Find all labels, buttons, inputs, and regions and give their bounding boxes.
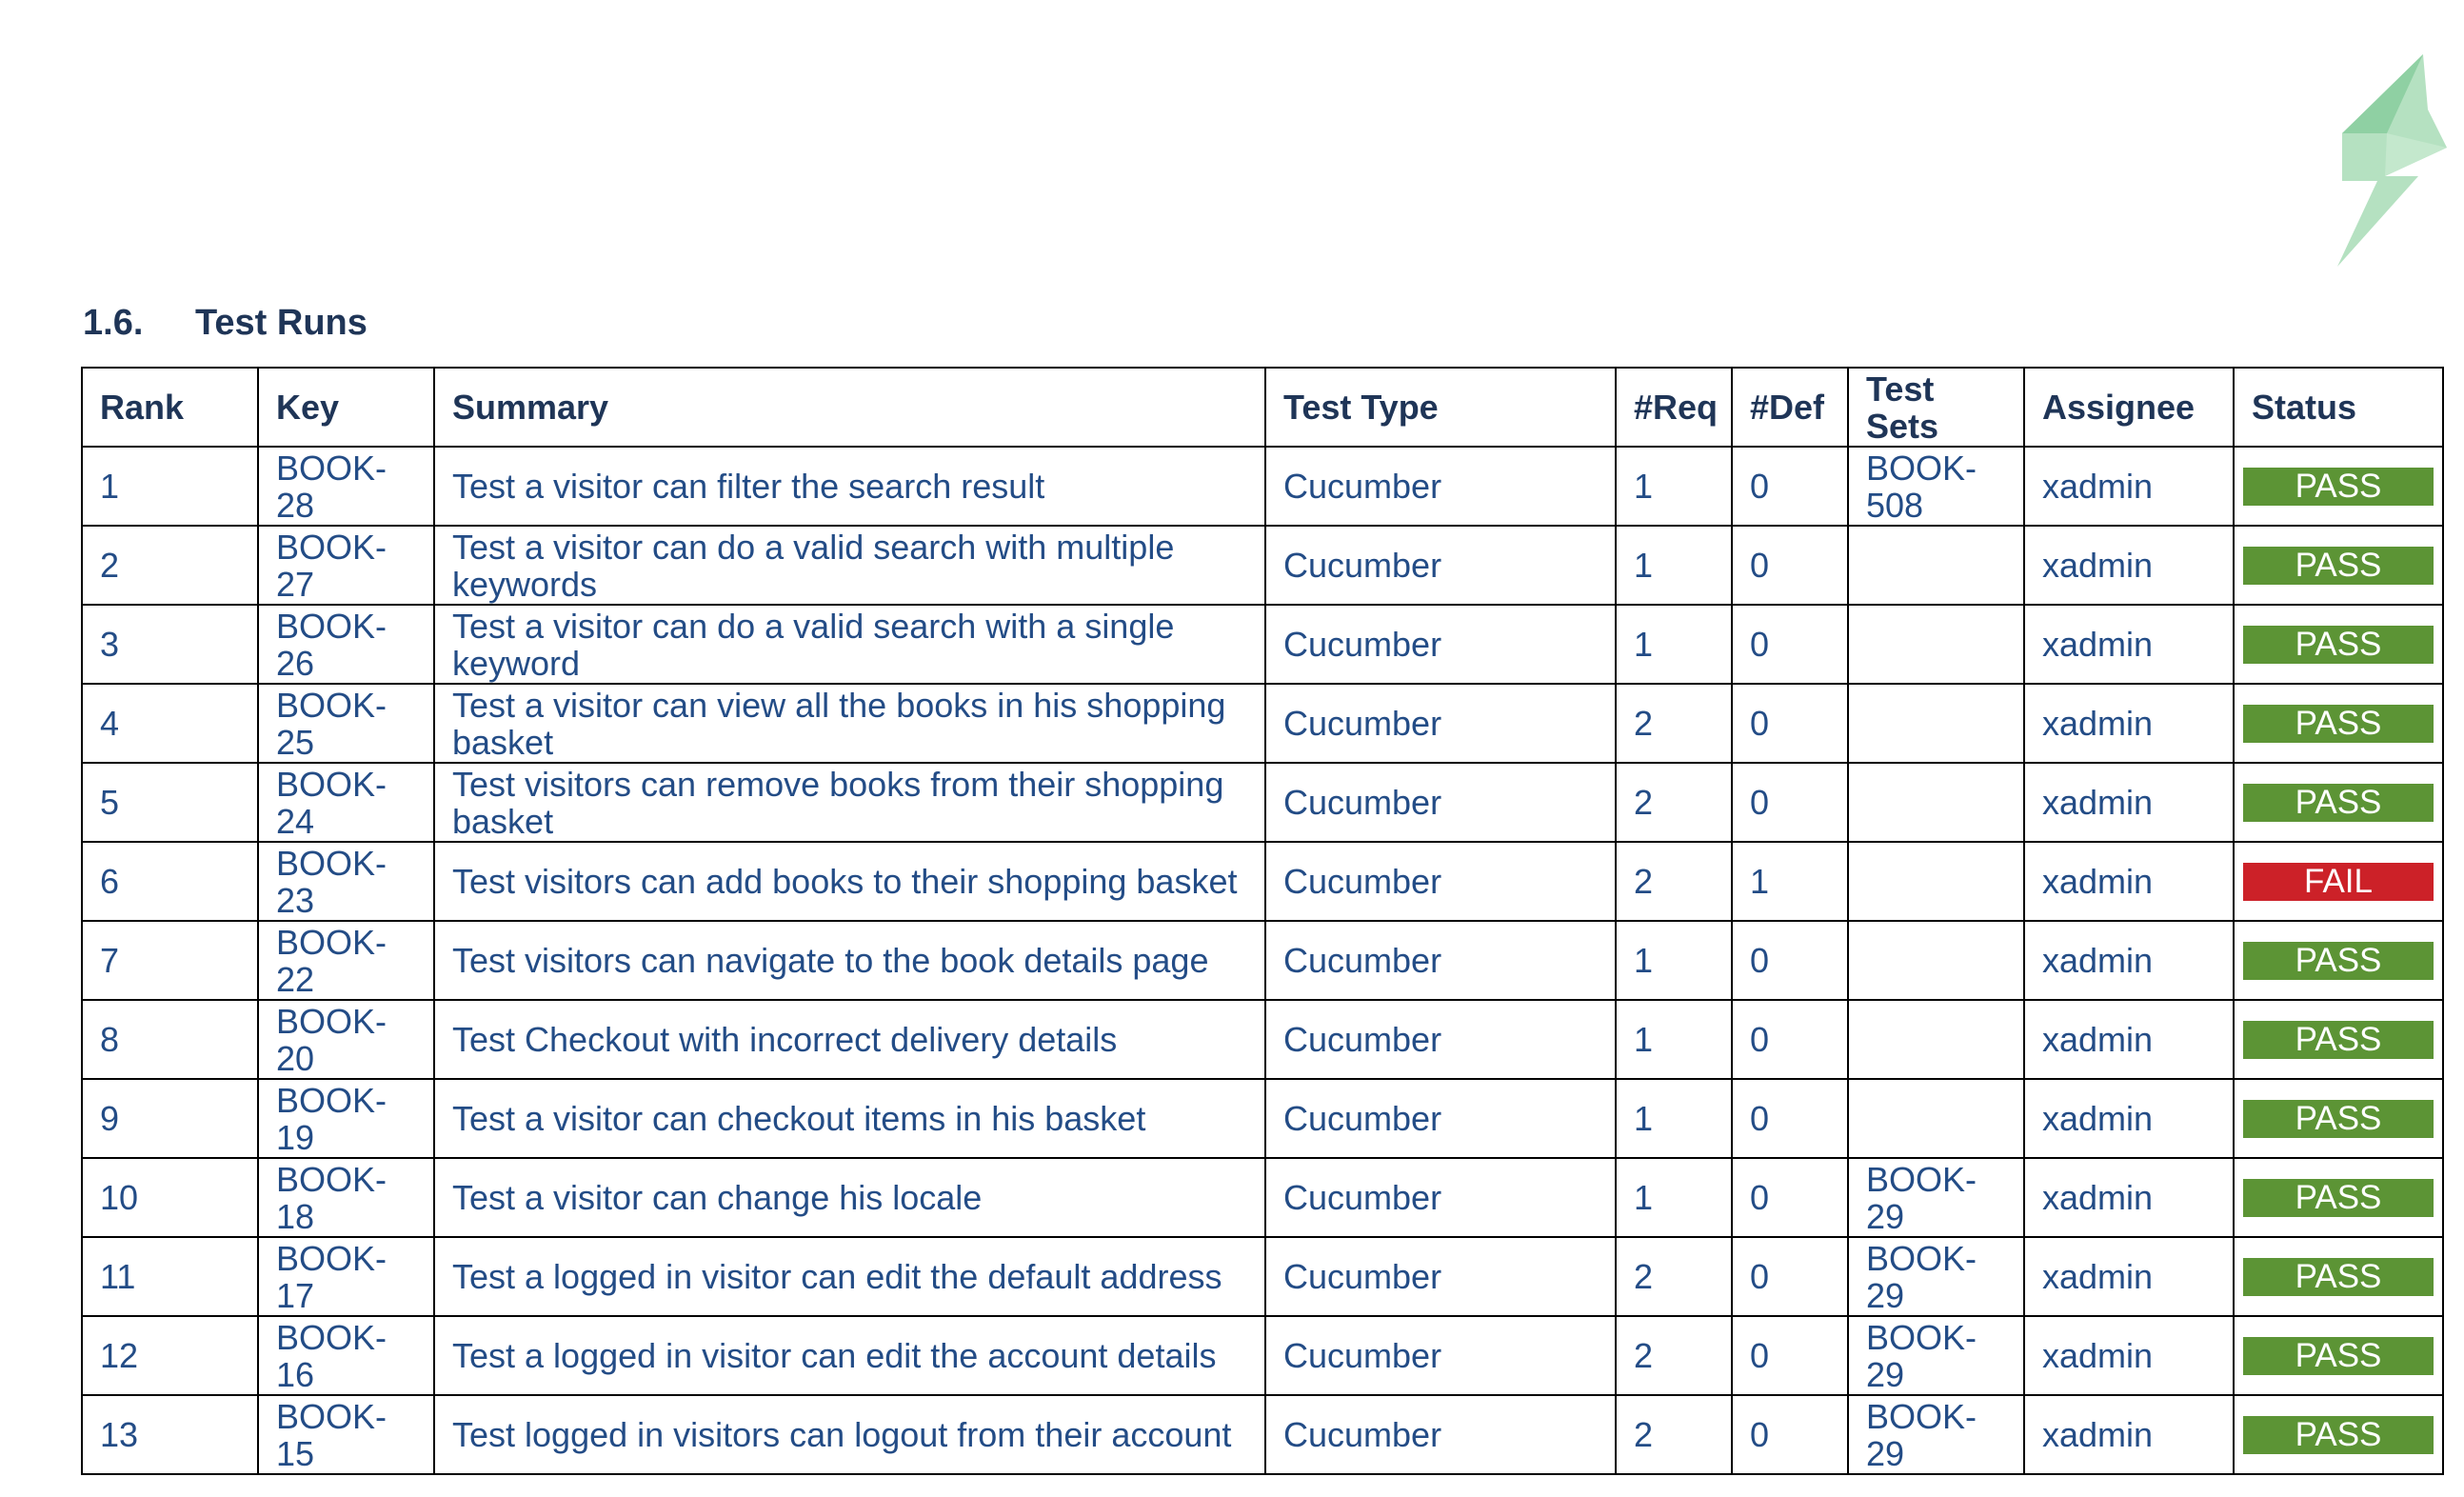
header-key: Key — [258, 368, 434, 447]
table-header-row — [82, 368, 2443, 447]
status-badge: PASS — [2243, 468, 2434, 506]
key-cell: BOOK-20 — [258, 1000, 434, 1079]
rank-cell: 13 — [82, 1395, 258, 1474]
test-sets-cell: BOOK-508 — [1848, 447, 2024, 526]
rank-cell: 4 — [82, 684, 258, 763]
key-cell: BOOK-24 — [258, 763, 434, 842]
test-sets-cell: BOOK-29 — [1848, 1237, 2024, 1316]
key-cell: BOOK-23 — [258, 842, 434, 921]
assignee-cell: xadmin — [2024, 526, 2234, 605]
table-row — [82, 921, 2443, 1000]
header-status: Status — [2234, 368, 2443, 447]
assignee-cell: xadmin — [2024, 842, 2234, 921]
table-row — [82, 1079, 2443, 1158]
test-type-cell: Cucumber — [1265, 1158, 1616, 1237]
key-cell: BOOK-26 — [258, 605, 434, 684]
status-badge: PASS — [2243, 1179, 2434, 1217]
req-cell: 1 — [1616, 921, 1732, 1000]
assignee-cell: xadmin — [2024, 1079, 2234, 1158]
status-badge: PASS — [2243, 547, 2434, 585]
key-cell: BOOK-25 — [258, 684, 434, 763]
summary-cell: Test a logged in visitor can edit the default address — [434, 1237, 1265, 1316]
summary-cell: Test a logged in visitor can edit the account details — [434, 1316, 1265, 1395]
summary-cell: Test visitors can add books to their shopping basket — [434, 842, 1265, 921]
status-cell — [2234, 526, 2443, 605]
status-cell — [2234, 763, 2443, 842]
section-number: 1.6. — [83, 303, 144, 343]
key-cell: BOOK-15 — [258, 1395, 434, 1474]
table-row — [82, 1237, 2443, 1316]
def-cell: 0 — [1732, 763, 1848, 842]
def-cell: 0 — [1732, 1079, 1848, 1158]
key-cell: BOOK-18 — [258, 1158, 434, 1237]
rank-cell: 11 — [82, 1237, 258, 1316]
rank-cell: 8 — [82, 1000, 258, 1079]
test-sets-cell — [1848, 1000, 2024, 1079]
summary-cell: Test a visitor can change his locale — [434, 1158, 1265, 1237]
key-cell: BOOK-22 — [258, 921, 434, 1000]
assignee-cell: xadmin — [2024, 1158, 2234, 1237]
req-cell: 1 — [1616, 605, 1732, 684]
req-cell: 2 — [1616, 763, 1732, 842]
status-badge: PASS — [2243, 1100, 2434, 1138]
test-sets-cell: BOOK-29 — [1848, 1316, 2024, 1395]
status-cell — [2234, 684, 2443, 763]
table-row — [82, 526, 2443, 605]
test-type-cell: Cucumber — [1265, 1079, 1616, 1158]
status-cell — [2234, 1000, 2443, 1079]
key-cell: BOOK-19 — [258, 1079, 434, 1158]
table-row — [82, 605, 2443, 684]
test-sets-cell: BOOK-29 — [1848, 1158, 2024, 1237]
def-cell: 1 — [1732, 842, 1848, 921]
table-row — [82, 447, 2443, 526]
def-cell: 0 — [1732, 447, 1848, 526]
def-cell: 0 — [1732, 1395, 1848, 1474]
test-sets-cell — [1848, 526, 2024, 605]
rank-cell: 2 — [82, 526, 258, 605]
summary-cell: Test a visitor can filter the search result — [434, 447, 1265, 526]
assignee-cell: xadmin — [2024, 605, 2234, 684]
summary-cell: Test a visitor can checkout items in his basket — [434, 1079, 1265, 1158]
status-cell — [2234, 1158, 2443, 1237]
table-row — [82, 684, 2443, 763]
summary-cell: Test visitors can navigate to the book details page — [434, 921, 1265, 1000]
rank-cell: 5 — [82, 763, 258, 842]
header-req: #Req — [1616, 368, 1732, 447]
rank-cell: 3 — [82, 605, 258, 684]
summary-cell: Test a visitor can view all the books in his shopping basket — [434, 684, 1265, 763]
req-cell: 2 — [1616, 1316, 1732, 1395]
def-cell: 0 — [1732, 605, 1848, 684]
status-cell — [2234, 842, 2443, 921]
header-test-sets: Test Sets — [1848, 368, 2024, 447]
header-assignee: Assignee — [2024, 368, 2234, 447]
req-cell: 2 — [1616, 684, 1732, 763]
test-type-cell: Cucumber — [1265, 1395, 1616, 1474]
status-badge: PASS — [2243, 1258, 2434, 1296]
key-cell: BOOK-17 — [258, 1237, 434, 1316]
test-sets-cell — [1848, 763, 2024, 842]
def-cell: 0 — [1732, 684, 1848, 763]
test-runs-table — [81, 367, 2444, 1475]
test-sets-cell — [1848, 842, 2024, 921]
test-type-cell: Cucumber — [1265, 1316, 1616, 1395]
def-cell: 0 — [1732, 1237, 1848, 1316]
key-cell: BOOK-28 — [258, 447, 434, 526]
def-cell: 0 — [1732, 921, 1848, 1000]
status-badge: PASS — [2243, 626, 2434, 664]
rank-cell: 10 — [82, 1158, 258, 1237]
rank-cell: 1 — [82, 447, 258, 526]
table-row — [82, 1000, 2443, 1079]
test-sets-cell — [1848, 684, 2024, 763]
status-cell — [2234, 447, 2443, 526]
table-row — [82, 763, 2443, 842]
status-cell — [2234, 605, 2443, 684]
req-cell: 1 — [1616, 526, 1732, 605]
test-type-cell: Cucumber — [1265, 684, 1616, 763]
def-cell: 0 — [1732, 1158, 1848, 1237]
header-def: #Def — [1732, 368, 1848, 447]
test-type-cell: Cucumber — [1265, 1000, 1616, 1079]
section-heading — [83, 303, 368, 344]
test-sets-cell — [1848, 921, 2024, 1000]
summary-cell: Test Checkout with incorrect delivery details — [434, 1000, 1265, 1079]
def-cell: 0 — [1732, 526, 1848, 605]
test-type-cell: Cucumber — [1265, 921, 1616, 1000]
test-type-cell: Cucumber — [1265, 526, 1616, 605]
status-badge: PASS — [2243, 1021, 2434, 1059]
status-badge: FAIL — [2243, 863, 2434, 901]
summary-cell: Test a visitor can do a valid search with a single keyword — [434, 605, 1265, 684]
def-cell: 0 — [1732, 1316, 1848, 1395]
req-cell: 2 — [1616, 842, 1732, 921]
status-cell — [2234, 1237, 2443, 1316]
summary-cell: Test logged in visitors can logout from their account — [434, 1395, 1265, 1474]
status-cell — [2234, 1079, 2443, 1158]
table-row — [82, 1316, 2443, 1395]
table-row — [82, 1395, 2443, 1474]
summary-cell: Test a visitor can do a valid search with multiple keywords — [434, 526, 1265, 605]
table-row — [82, 842, 2443, 921]
req-cell: 2 — [1616, 1395, 1732, 1474]
status-badge: PASS — [2243, 1416, 2434, 1454]
test-type-cell: Cucumber — [1265, 1237, 1616, 1316]
assignee-cell: xadmin — [2024, 447, 2234, 526]
assignee-cell: xadmin — [2024, 763, 2234, 842]
section-title: Test Runs — [195, 303, 368, 343]
rank-cell: 9 — [82, 1079, 258, 1158]
lightning-bolt-icon — [2337, 52, 2447, 267]
assignee-cell: xadmin — [2024, 921, 2234, 1000]
status-badge: PASS — [2243, 942, 2434, 980]
header-test-type: Test Type — [1265, 368, 1616, 447]
test-sets-cell — [1848, 1079, 2024, 1158]
header-summary: Summary — [434, 368, 1265, 447]
assignee-cell: xadmin — [2024, 684, 2234, 763]
table-row — [82, 1158, 2443, 1237]
header-rank: Rank — [82, 368, 258, 447]
req-cell: 1 — [1616, 447, 1732, 526]
status-badge: PASS — [2243, 784, 2434, 822]
test-type-cell: Cucumber — [1265, 605, 1616, 684]
status-cell — [2234, 1395, 2443, 1474]
req-cell: 1 — [1616, 1000, 1732, 1079]
rank-cell: 6 — [82, 842, 258, 921]
assignee-cell: xadmin — [2024, 1000, 2234, 1079]
assignee-cell: xadmin — [2024, 1395, 2234, 1474]
req-cell: 1 — [1616, 1158, 1732, 1237]
status-cell — [2234, 921, 2443, 1000]
rank-cell: 12 — [82, 1316, 258, 1395]
summary-cell: Test visitors can remove books from their shopping basket — [434, 763, 1265, 842]
status-badge: PASS — [2243, 705, 2434, 743]
key-cell: BOOK-16 — [258, 1316, 434, 1395]
def-cell: 0 — [1732, 1000, 1848, 1079]
test-type-cell: Cucumber — [1265, 842, 1616, 921]
key-cell: BOOK-27 — [258, 526, 434, 605]
status-badge: PASS — [2243, 1337, 2434, 1375]
test-type-cell: Cucumber — [1265, 447, 1616, 526]
test-sets-cell — [1848, 605, 2024, 684]
test-sets-cell: BOOK-29 — [1848, 1395, 2024, 1474]
rank-cell: 7 — [82, 921, 258, 1000]
req-cell: 1 — [1616, 1079, 1732, 1158]
req-cell: 2 — [1616, 1237, 1732, 1316]
assignee-cell: xadmin — [2024, 1316, 2234, 1395]
test-type-cell: Cucumber — [1265, 763, 1616, 842]
assignee-cell: xadmin — [2024, 1237, 2234, 1316]
status-cell — [2234, 1316, 2443, 1395]
